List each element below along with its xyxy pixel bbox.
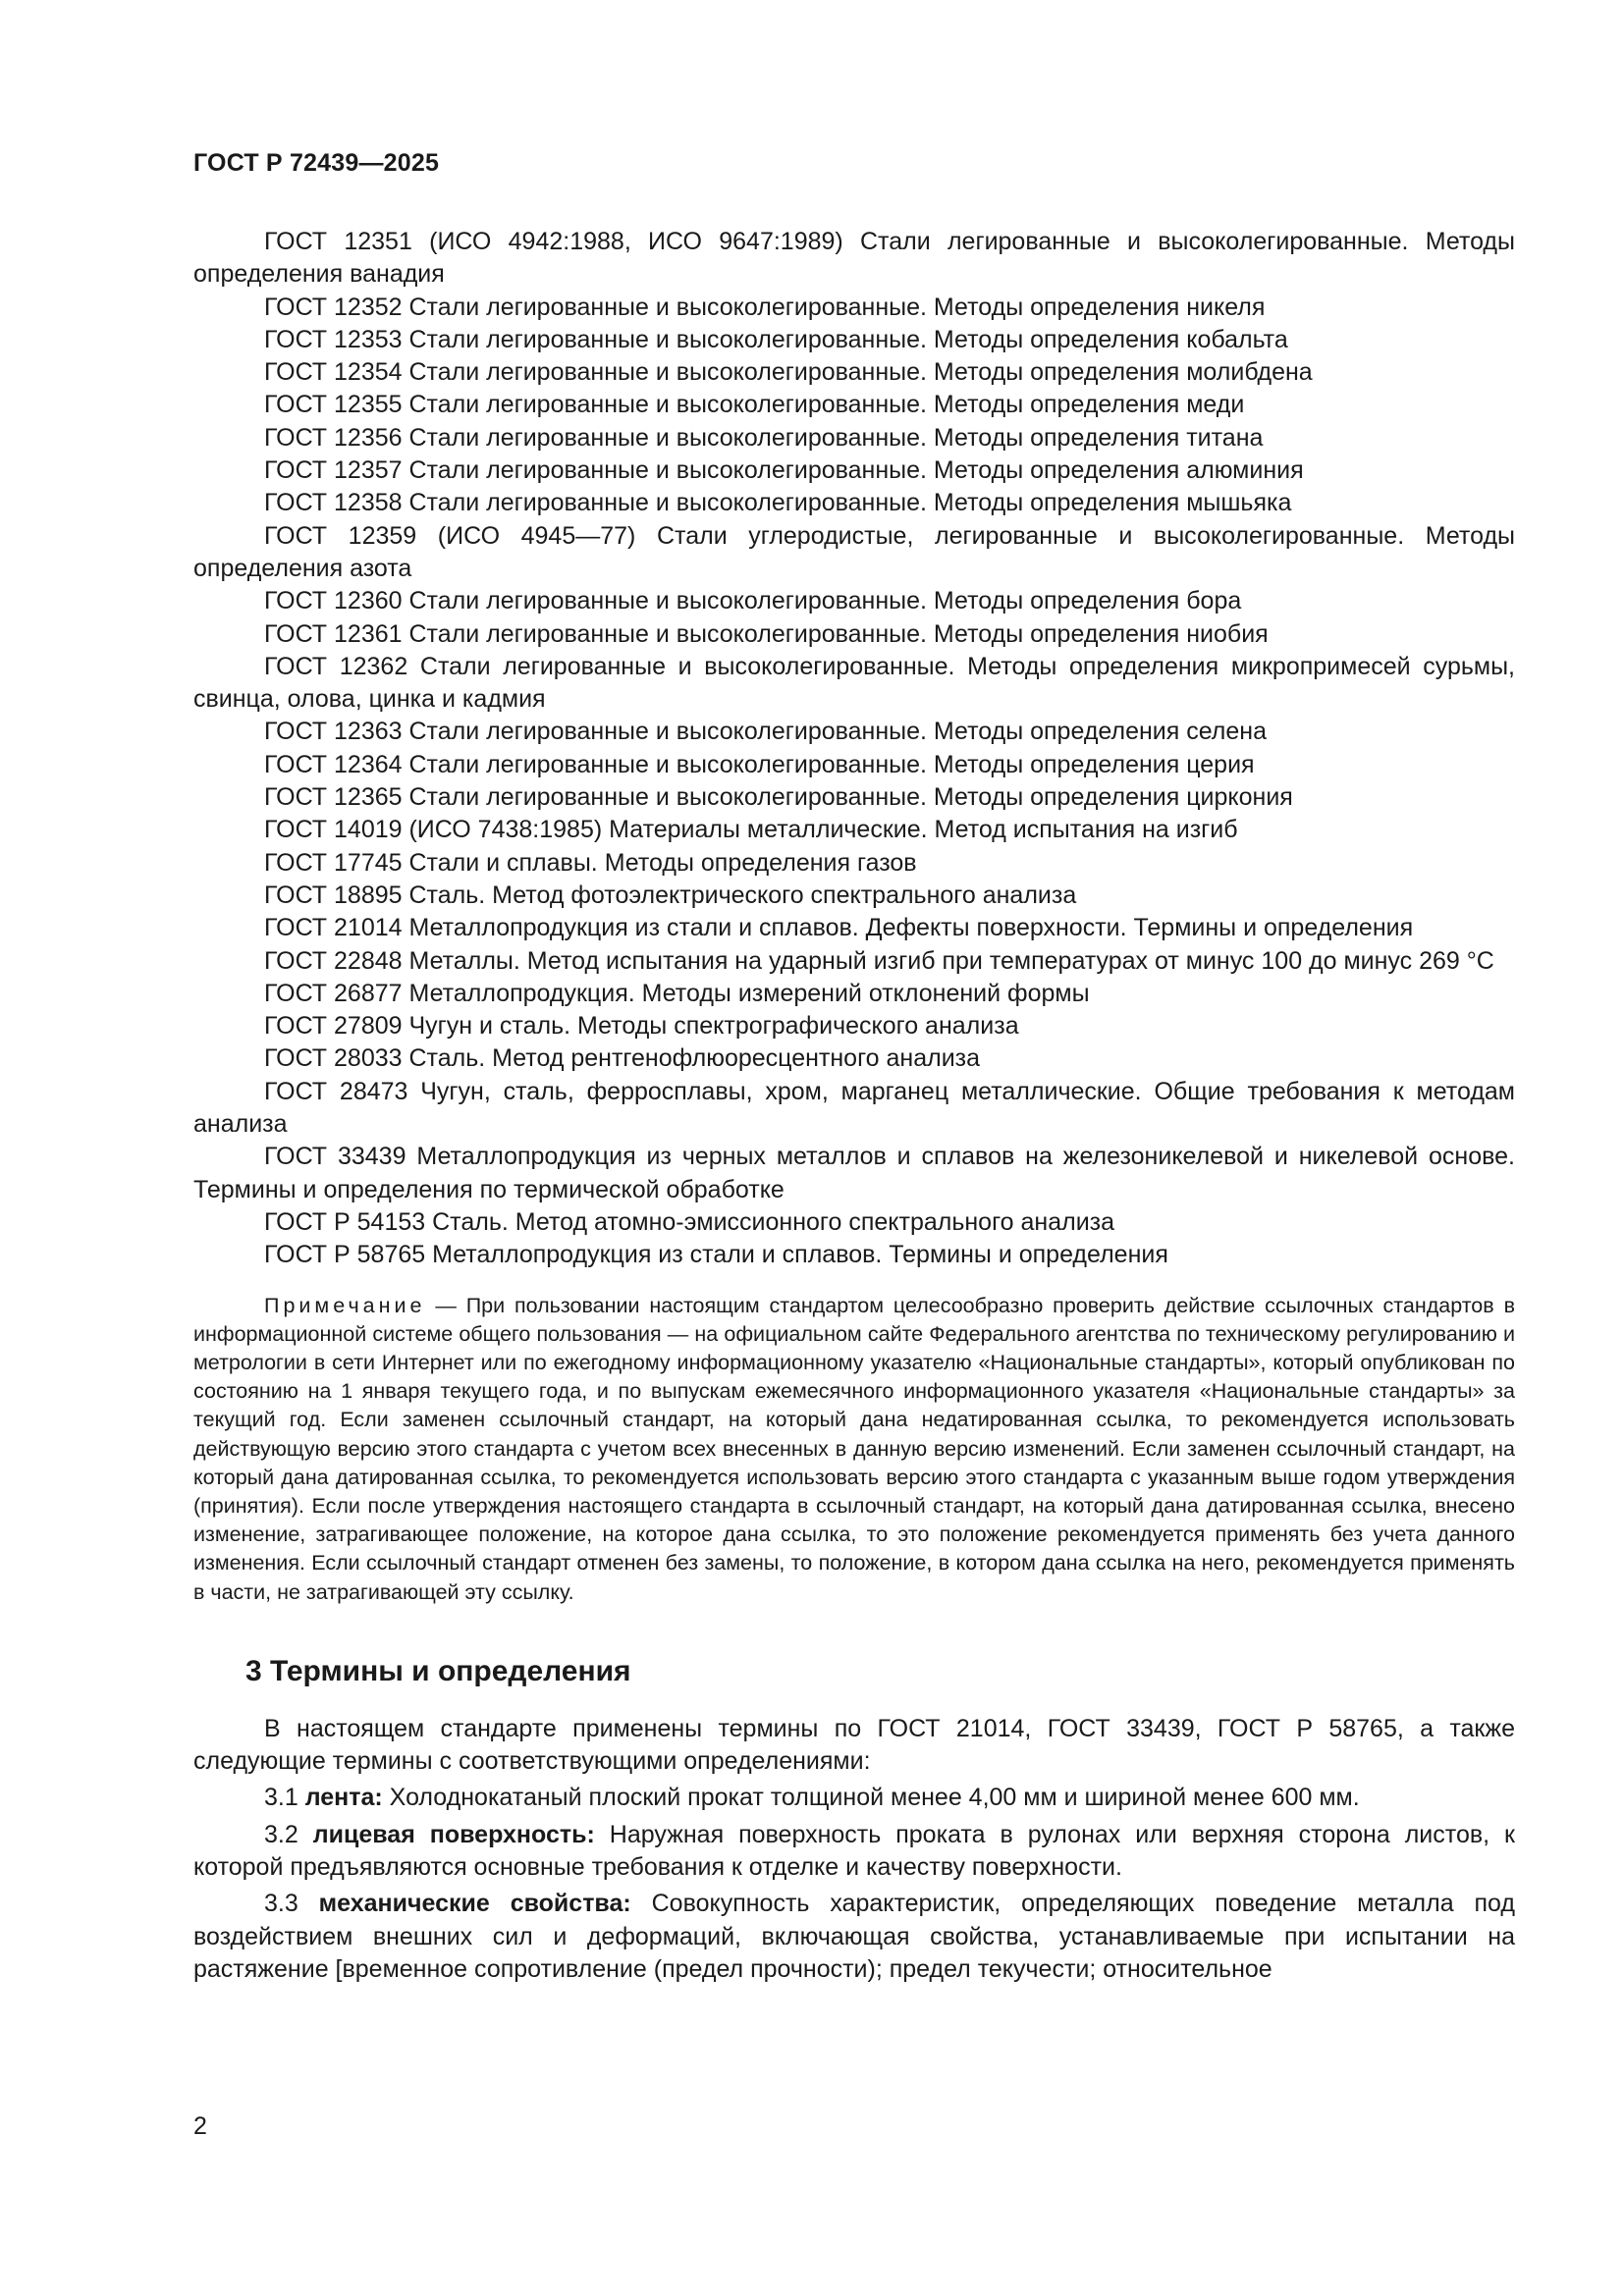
term-name: механические свойства: bbox=[318, 1890, 631, 1918]
reference-item: ГОСТ 28473 Чугун, сталь, ферросплавы, хром, марганец металлические. Общие требования к методам анализа bbox=[193, 1077, 1515, 1139]
reference-item: ГОСТ 14019 (ИСО 7438:1985) Материалы металлические. Метод испытания на изгиб bbox=[264, 816, 1238, 844]
reference-item: ГОСТ 12362 Стали легированные и высоколегированные. Методы определения микропримесей сурьмы, свинца, олова, цинка и кадмия bbox=[193, 652, 1515, 714]
reference-item: ГОСТ 33439 Металлопродукция из черных металлов и сплавов на железоникелевой и никелевой основе. Термины и определения по термической обработке bbox=[193, 1143, 1515, 1203]
reference-item: ГОСТ 12354 Стали легированные и высоколегированные. Методы определения молибдена bbox=[264, 358, 1313, 387]
term-name: лента: bbox=[304, 1784, 383, 1812]
section-body bbox=[193, 1713, 1515, 1986]
term-entry bbox=[193, 1888, 1515, 1986]
term-number: 3.3 bbox=[264, 1890, 319, 1918]
term-number: 3.2 bbox=[264, 1820, 313, 1848]
reference-item: ГОСТ 12357 Стали легированные и высоколегированные. Методы определения алюминия bbox=[264, 456, 1304, 485]
term-name: лицевая поверхность: bbox=[312, 1820, 595, 1848]
reference-item: ГОСТ 12353 Стали легированные и высоколегированные. Методы определения кобальта bbox=[264, 325, 1288, 353]
reference-item: ГОСТ 12356 Стали легированные и высоколегированные. Методы определения титана bbox=[264, 423, 1264, 452]
reference-item: ГОСТ 12365 Стали легированные и высоколегированные. Методы определения циркония bbox=[264, 783, 1293, 812]
reference-item: ГОСТ 12355 Стали легированные и высоколегированные. Методы определения меди bbox=[264, 391, 1245, 419]
term-definition: Наружная поверхность проката в рулонах или верхняя сторона листов, к которой предъявляются основные требования к отделке и качеству поверхности. bbox=[193, 1820, 1515, 1881]
note-text: — При пользовании настоящим стандартом целесообразно проверить действие ссылочных стандартов в информационной системе общего пользования — на официальном сайте Федерального агентства по техническому регулированию и метрологии в сети Интернет или по ежегодному информационному указателю «Национальные стандарты», который опубликован по состоянию на 1 января текущего года, и по выпускам ежемесячного информационного указателя «Национальные стандарты» за текущий год. Если заменен ссылочный стандарт, на который дана недатированная ссылка, то рекомендуется использовать действующую версию этого стандарта с учетом всех внесенных в данную версию изменений. Если заменен ссылочный стандарт, на который дана датированная ссылка, то рекомендуется использовать версию этого стандарта с указанным выше годом утверждения (принятия). Если после утверждения настоящего стандарта в ссылочный стандарт, на который дана датированная ссылка, внесено изменение, затрагивающее положение, на которое дана ссылка, то это положение рекомендуется применять без учета данного изменения. Если ссылочный стандарт отменен без замены, то положение, в котором дана ссылка на него, рекомендуется применять в части, не затрагивающей эту ссылку. bbox=[193, 1293, 1515, 1604]
reference-item: ГОСТ 21014 Металлопродукция из стали и сплавов. Дефекты поверхности. Термины и определения bbox=[264, 914, 1414, 942]
reference-item: ГОСТ 12364 Стали легированные и высоколегированные. Методы определения церия bbox=[264, 750, 1255, 778]
term-definition: Холоднокатаный плоский прокат толщиной менее 4,00 мм и шириной менее 600 мм. bbox=[382, 1784, 1360, 1812]
reference-item: ГОСТ Р 58765 Металлопродукция из стали и сплавов. Термины и определения bbox=[264, 1241, 1168, 1269]
note-paragraph bbox=[193, 1292, 1515, 1607]
page-number: 2 bbox=[193, 2112, 207, 2140]
reference-item: ГОСТ 12359 (ИСО 4945—77) Стали углеродистые, легированные и высоколегированные. Методы определения азота bbox=[193, 521, 1515, 582]
reference-item: ГОСТ 28033 Сталь. Метод рентгенофлюоресцентного анализа bbox=[264, 1044, 981, 1073]
document-header-code: ГОСТ Р 72439—2025 bbox=[193, 149, 440, 177]
note-label: Примечание bbox=[264, 1293, 426, 1317]
reference-item: ГОСТ 12351 (ИСО 4942:1988, ИСО 9647:1989) Стали легированные и высоколегированные. Методы определения ванадия bbox=[193, 228, 1515, 289]
reference-item: ГОСТ 12361 Стали легированные и высоколегированные. Методы определения ниобия bbox=[264, 619, 1269, 648]
section-intro: В настоящем стандарте применены термины по ГОСТ 21014, ГОСТ 33439, ГОСТ Р 58765, а также следующие термины с соответствующими определениями: bbox=[193, 1714, 1515, 1776]
reference-item: ГОСТ 12352 Стали легированные и высоколегированные. Методы определения никеля bbox=[264, 293, 1266, 321]
reference-item: ГОСТ 22848 Металлы. Метод испытания на ударный изгиб при температурах от минус 100 до минус 269 °С bbox=[264, 946, 1494, 975]
reference-item: ГОСТ Р 54153 Сталь. Метод атомно-эмиссионного спектрального анализа bbox=[264, 1207, 1115, 1236]
reference-item: ГОСТ 17745 Стали и сплавы. Методы определения газов bbox=[264, 848, 917, 877]
reference-item: ГОСТ 12363 Стали легированные и высоколегированные. Методы определения селена bbox=[264, 718, 1267, 746]
reference-item: ГОСТ 12360 Стали легированные и высоколегированные. Методы определения бора bbox=[264, 587, 1242, 615]
normative-references-list bbox=[193, 226, 1515, 1272]
term-definition: Совокупность характеристик, определяющих поведение металла под воздействием внешних сил и деформаций, включающая свойства, устанавливаемые при испытании на растяжение [временное сопротивление (предел прочности); предел текучести; относительное bbox=[193, 1890, 1515, 1983]
reference-item: ГОСТ 18895 Сталь. Метод фотоэлектрического спектрального анализа bbox=[264, 881, 1077, 909]
term-entry bbox=[193, 1782, 1515, 1814]
reference-item: ГОСТ 27809 Чугун и сталь. Методы спектрографического анализа bbox=[264, 1012, 1019, 1041]
page-content bbox=[193, 226, 1515, 1986]
term-entry bbox=[193, 1819, 1515, 1885]
section-title: 3 Термины и определения bbox=[245, 1654, 631, 1687]
reference-item: ГОСТ 12358 Стали легированные и высоколегированные. Методы определения мышьяка bbox=[264, 489, 1292, 517]
term-number: 3.1 bbox=[264, 1784, 305, 1812]
reference-item: ГОСТ 26877 Металлопродукция. Методы измерений отклонений формы bbox=[264, 979, 1090, 1007]
